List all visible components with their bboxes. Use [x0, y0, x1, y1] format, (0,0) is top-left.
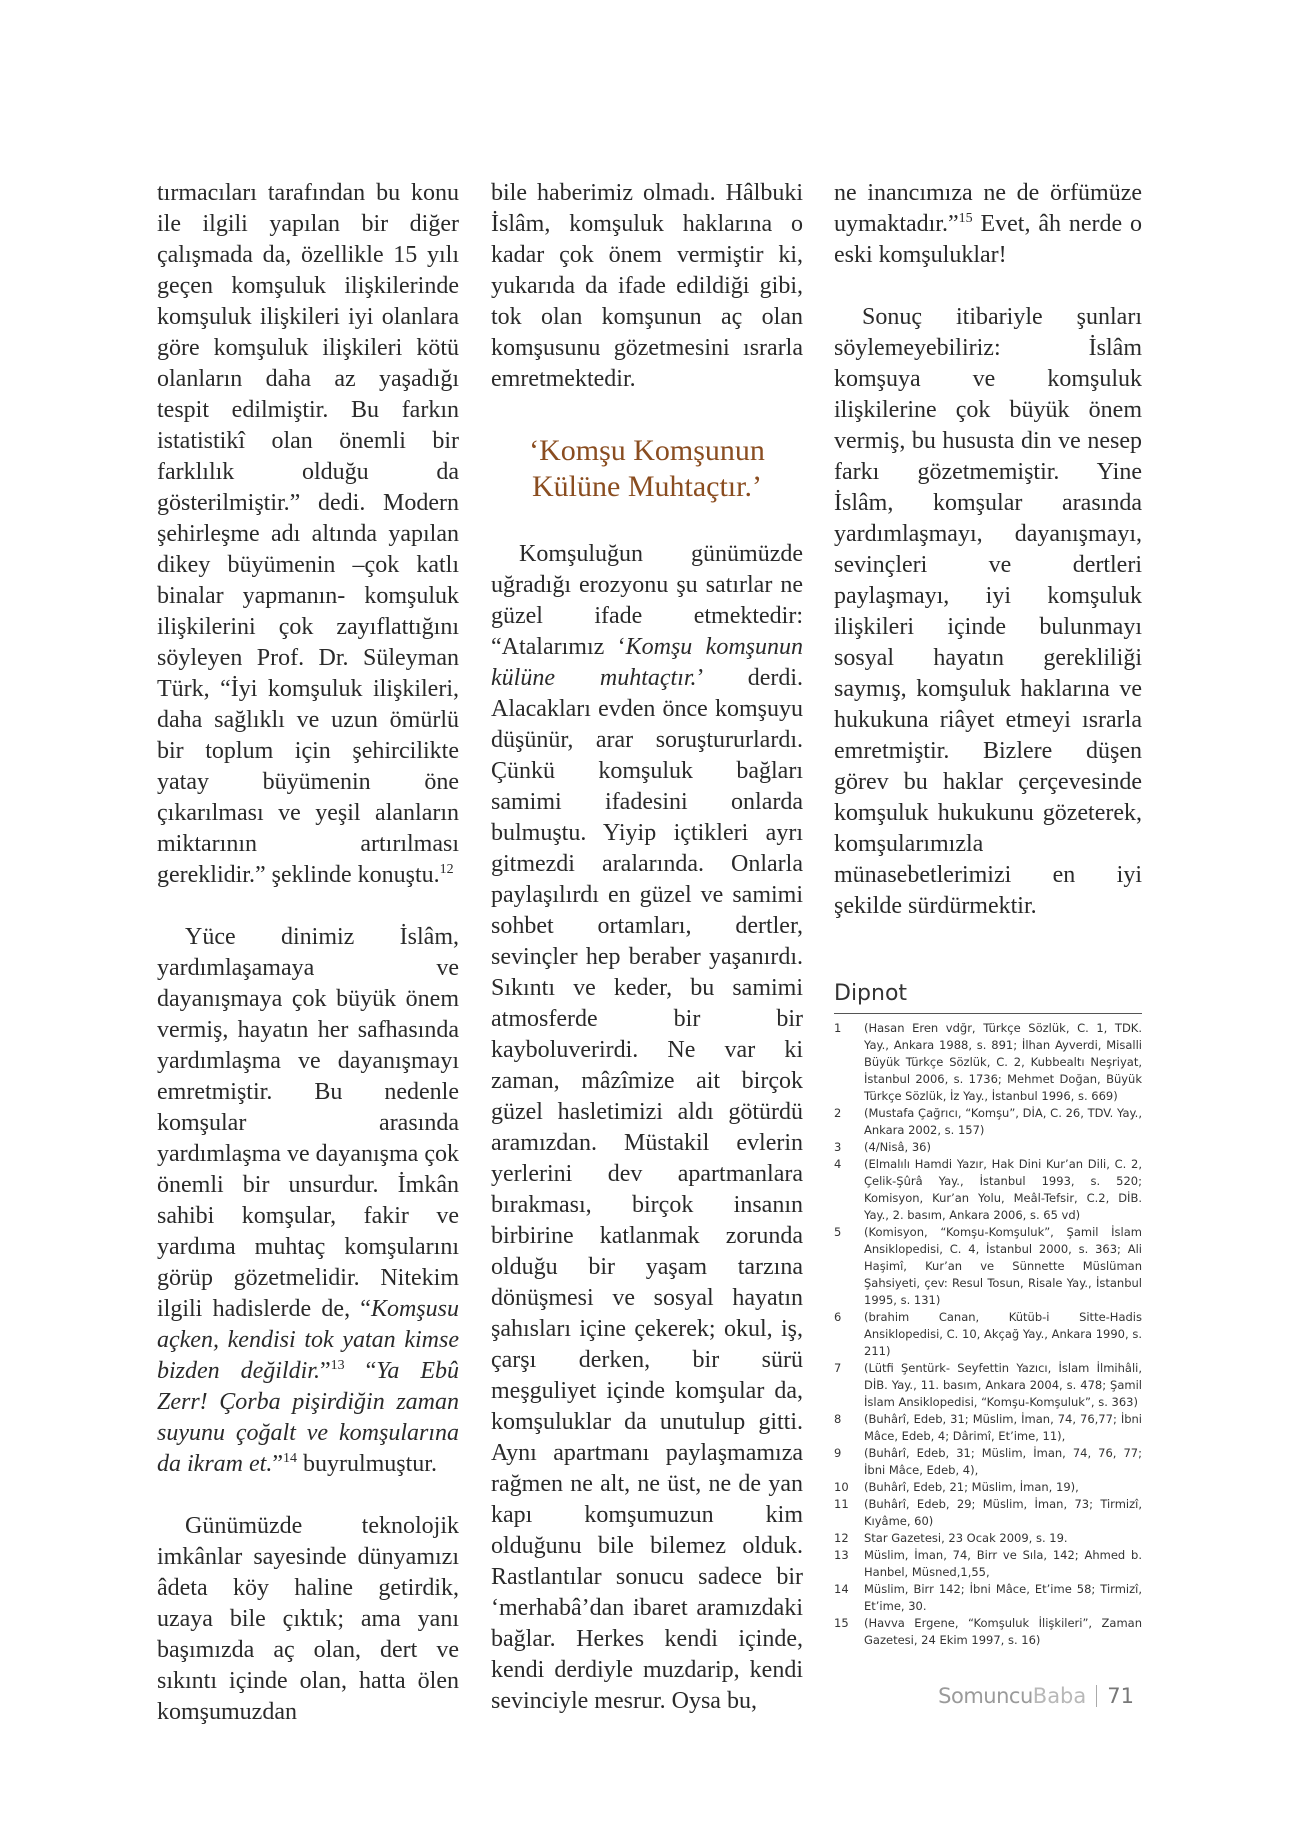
- footnote-item: [834, 1139, 1142, 1156]
- paragraph-text: ’ derdi. Alacakları evden önce komşuyu düşünür, arar soruştururlardı. Çünkü komşuluk bağları samimi ifadesini onlarda bulmuştu. Yiyip içtikleri ayrı gitmezdi aralarında. Onlarla paylaşılırdı en güzel ve samimi sohbet ortamları, dertler, sevinçler hep beraber yaşanırdı. Sıkıntı ve keder, bu samimi atmosferde bir bir kayboluverirdi. Ne var ki zaman, mâzîmize ait birçok güzel hasletimizi aldı götürdü aramızdan. Müstakil evlerin yerlerini dev apartmanlara bırakması, birçok insanın birbirine katlanmak zorunda olduğu bir yaşam tarzına dönüşmesi ve sosyal hayatın şahısları içine çekerek; okul, iş, çarşı derken, bir sürü meşguliyet içinde komşular da, komşuluklar da unutulup gitti. Aynı apartmanı paylaşmamıza rağmen ne alt, ne üst, ne de yan kapı komşumuzun kim olduğunu bile bilemez olduk. Rastlantılar sonucu sadece bir ‘merhabâ’dan ibaret aramızdaki bağlar. Herkes kendi içinde, kendi derdiyle muzdarip, kendi sevinciyle mesrur. Oysa bu,: [491, 665, 803, 1714]
- footnote-item: [834, 1479, 1142, 1496]
- paragraph: Günümüzde teknolojik imkânlar sayesinde dünyamızı âdeta köy haline getirdik, uzaya bile çıktık; ama yanı başımızda aç olan, dert ve sıkıntı içinde olan, hatta ölen komşumuzdan: [157, 1513, 459, 1725]
- footnote-number: 8: [834, 1412, 842, 1426]
- footnote-number: 7: [834, 1361, 842, 1375]
- footnote-item: [834, 1105, 1142, 1139]
- footnote-item: [834, 1445, 1142, 1479]
- paragraph-text: tırmacıları tarafından bu konu ile ilgili yapılan bir diğer çalışmada da, özellikle 15 yılı geçen komşuluk ilişkilerinde komşuluk ilişkileri iyi olanlara göre komşuluk ilişkileri kötü olanların daha az yaşadığı tespit edilmiştir. Bu farkın istatistikî olan önemli bir farklılık olduğu da gösterilmiştir.” dedi. Modern şehirleşme adı altında yapılan dikey büyümenin –çok katlı binalar yapmanın- komşuluk ilişkilerini çok zayıflattığını söyleyen Prof. Dr. Süleyman Türk, “İyi komşuluk ilişkileri, daha sağlıklı ve uzun ömürlü bir toplum için şehircilikte yatay büyümenin öne çıkarılması ve yeşil alanların miktarının artırılması gereklidir.” şeklinde konuştu.: [157, 180, 459, 888]
- paragraph-text: buyrulmuştur.: [296, 1451, 437, 1477]
- footnote-number: 3: [834, 1140, 842, 1154]
- page-number: 71: [1107, 1684, 1134, 1708]
- footnote-item: [834, 1156, 1142, 1224]
- text-column-1: [157, 178, 459, 1728]
- paragraph-text: Yüce dinimiz İslâm, yardımlaşamaya ve dayanışmaya çok büyük önem vermiş, hayatın her safhasında yardımlaşma ve dayanışmayı emretmiştir. Bu nedenle komşular arasında yardımlaşma ve dayanışma çok önemli bir unsurdur. İmkân sahibi komşular, fakir ve yardıma muhtaç komşularını görüp gözetmelidir. Nitekim ilgili hadislerde de, “: [157, 924, 459, 1322]
- footnote-text: (Buhârî, Edeb, 29; Müslim, İman, 73; Tirmizî, Kıyâme, 60): [864, 1497, 1142, 1528]
- footnote-number: 12: [834, 1531, 849, 1545]
- footnote-text: Müslim, İman, 74, Birr ve Sıla, 142; Ahmed b. Hanbel, Müsned,1,55,: [864, 1548, 1142, 1579]
- text-column-2: [491, 178, 803, 1717]
- hadith-quote: Ya Ebû Zerr! Çorba pişirdiğin zaman suyunu çoğalt ve komşularına da ikram et.: [157, 1358, 460, 1477]
- section-heading: ‘Komşu Komşunun Külüne Muhtaçtır.’: [529, 434, 765, 503]
- footnote-item: [834, 1530, 1142, 1547]
- paragraph-text: ne inancımıza ne de örfümüze uymaktadır.”: [834, 180, 1142, 237]
- footnote-item: [834, 1224, 1142, 1309]
- footnote-text: (Buhârî, Edeb, 31; Müslim, İman, 74, 76, 77; İbni Mâce, Edeb, 4),: [864, 1446, 1142, 1477]
- footnote-number: 10: [834, 1480, 849, 1494]
- footnote-number: 9: [834, 1446, 842, 1460]
- footnote-item: [834, 1360, 1142, 1411]
- paragraph: [157, 178, 459, 891]
- footnotes-list: [834, 1020, 1142, 1649]
- footnote-text: Star Gazetesi, 23 Ocak 2009, s. 19.: [864, 1531, 1068, 1545]
- footnote-item: [834, 1411, 1142, 1445]
- paragraph: [491, 539, 803, 1717]
- footnote-item: [834, 1547, 1142, 1581]
- footnote-text: (Havva Ergene, “Komşuluk İlişkileri”, Zaman Gazetesi, 24 Ekim 1997, s. 16): [864, 1616, 1142, 1647]
- paragraph: [834, 178, 1142, 271]
- footnotes-title: Dipnot: [834, 978, 1142, 1014]
- footnote-number: 1: [834, 1021, 842, 1035]
- paragraph: bile haberimiz olmadı. Hâlbuki İslâm, komşuluk haklarına o kadar çok önem vermiştir ki, yukarıda da ifade edildiği gibi, tok olan komşunun aç olan komşusunu gözetmesini ısrarla emretmektedir.: [491, 180, 803, 392]
- paragraph: [157, 922, 459, 1480]
- footnote-number: 15: [834, 1616, 849, 1630]
- footnote-text: (Mustafa Çağrıcı, “Komşu”, DİA, C. 26, TDV. Yay., Ankara 2002, s. 157): [864, 1106, 1142, 1137]
- paragraph-text: Evet, âh nerde o eski komşuluklar!: [834, 211, 1142, 268]
- paragraph-text: ”: [272, 1451, 283, 1477]
- proverb-quote: Komşu komşunun külüne muhtaçtır.: [491, 634, 803, 691]
- footnote-item: [834, 1581, 1142, 1615]
- paragraph-text: “: [344, 1358, 377, 1384]
- paragraph-text: Komşuluğun günümüzde uğradığı erozyonu şu satırlar ne güzel ifade etmektedir: “Atalarımız ‘: [491, 541, 803, 660]
- footnote-text: (Buhârî, Edeb, 31; Müslim, İman, 74, 76,77; İbni Mâce, Edeb, 4; Dârimî, Et’ime, 11),: [864, 1412, 1142, 1443]
- footnote-number: 6: [834, 1310, 842, 1324]
- text-column-3: [834, 178, 1142, 1649]
- footnote-text: (brahim Canan, Kütüb-i Sitte-Hadis Ansiklopedisi, C. 10, Akçağ Yay., Ankara 1990, s. 211): [864, 1310, 1142, 1358]
- footnote-item: [834, 1496, 1142, 1530]
- footnote-number: 14: [834, 1582, 849, 1596]
- footnote-text: (Buhârî, Edeb, 21; Müslim, İman, 19),: [864, 1480, 1079, 1494]
- footnote-ref[interactable]: 14: [282, 1451, 297, 1466]
- footnote-text: Müslim, Birr 142; İbni Mâce, Et’ime 58; Tirmizî, Et’ime, 30.: [864, 1582, 1142, 1613]
- brand-part: Somuncu: [938, 1684, 1033, 1708]
- hadith-quote: Komşusu açken, kendisi tok yatan kimse bizden değildir.: [157, 1296, 459, 1384]
- paragraph: Sonuç itibariyle şunları söylemeyebiliriz: İslâm komşuya ve komşuluk ilişkilerine çok büyük önem vermiş, bu hususta din ve nesep farkı gözetmemiştir. Yine İslâm, komşular arasında yardımlaşmayı, dayanışmayı, sevinçleri ve dertleri paylaşmayı, iyi komşuluk ilişkileri içinde bulunmayı sosyal hayatın gerekliliği saymış, komşuluk haklarına ve hukukuna riâyet etmeyi ısrarla emretmiştir. Bizlere düşen görev bu haklar çerçevesinde komşuluk hukukunu gözeterek, komşularımızla münasebetlerimizi en iyi şekilde sürdürmektir.: [834, 304, 1142, 919]
- footnote-number: 2: [834, 1106, 842, 1120]
- footnote-text: (Lütfi Şentürk- Seyfettin Yazıcı, İslam İlmihâli, DİB. Yay., 11. basım, Ankara 2004, s. 478; Şamil İslam Ansiklopedisi, “Komşu-Komşuluk”, s. 363): [864, 1361, 1142, 1409]
- footnote-item: [834, 1309, 1142, 1360]
- magazine-brand: [938, 1684, 1086, 1708]
- page-footer: [938, 1684, 1134, 1708]
- footnote-number: 13: [834, 1548, 849, 1562]
- footnote-ref[interactable]: 12: [439, 862, 454, 877]
- brand-part: Baba: [1032, 1684, 1087, 1708]
- footnote-text: (Elmalılı Hamdi Yazır, Hak Dini Kur’an Dili, C. 2, Çelik-Şûrâ Yay., İstanbul 1993, s. 520; Komisyon, Kur’an Yolu, Meâl-Tefsir, C.2, DİB. Yay., 2. basım, Ankara 2006, s. 65 vd): [864, 1157, 1142, 1222]
- footnote-text: (4/Nisâ, 36): [864, 1140, 931, 1154]
- footnote-text: (Komisyon, “Komşu-Komşuluk”, Şamil İslam Ansiklopedisi, C. 4, İstanbul 2000, s. 363; Ali Haşimî, Kur’an ve Sünnette Müslüman Şahsiyeti, çev: Resul Tosun, Risale Yay., İstanbul 1995, s. 131): [864, 1225, 1142, 1307]
- footnote-ref[interactable]: 13: [330, 1358, 345, 1373]
- footnote-item: [834, 1020, 1142, 1105]
- paragraph-text: ”: [319, 1358, 331, 1384]
- footnote-number: 11: [834, 1497, 849, 1511]
- footer-divider: [1096, 1685, 1097, 1707]
- footnote-number: 4: [834, 1157, 842, 1171]
- footnote-number: 5: [834, 1225, 842, 1239]
- footnote-ref[interactable]: 15: [958, 211, 973, 226]
- footnote-text: (Hasan Eren vdğr, Türkçe Sözlük, C. 1, TDK. Yay., Ankara 1988, s. 891; İlhan Ayverdi, Misalli Büyük Türkçe Sözlük, C. 2, Kubbealtı Neşriyat, İstanbul 2006, s. 1736; Mehmet Doğan, Büyük Türkçe Sözlük, İz Yay., İstanbul 1996, s. 669): [864, 1021, 1142, 1103]
- footnote-item: [834, 1615, 1142, 1649]
